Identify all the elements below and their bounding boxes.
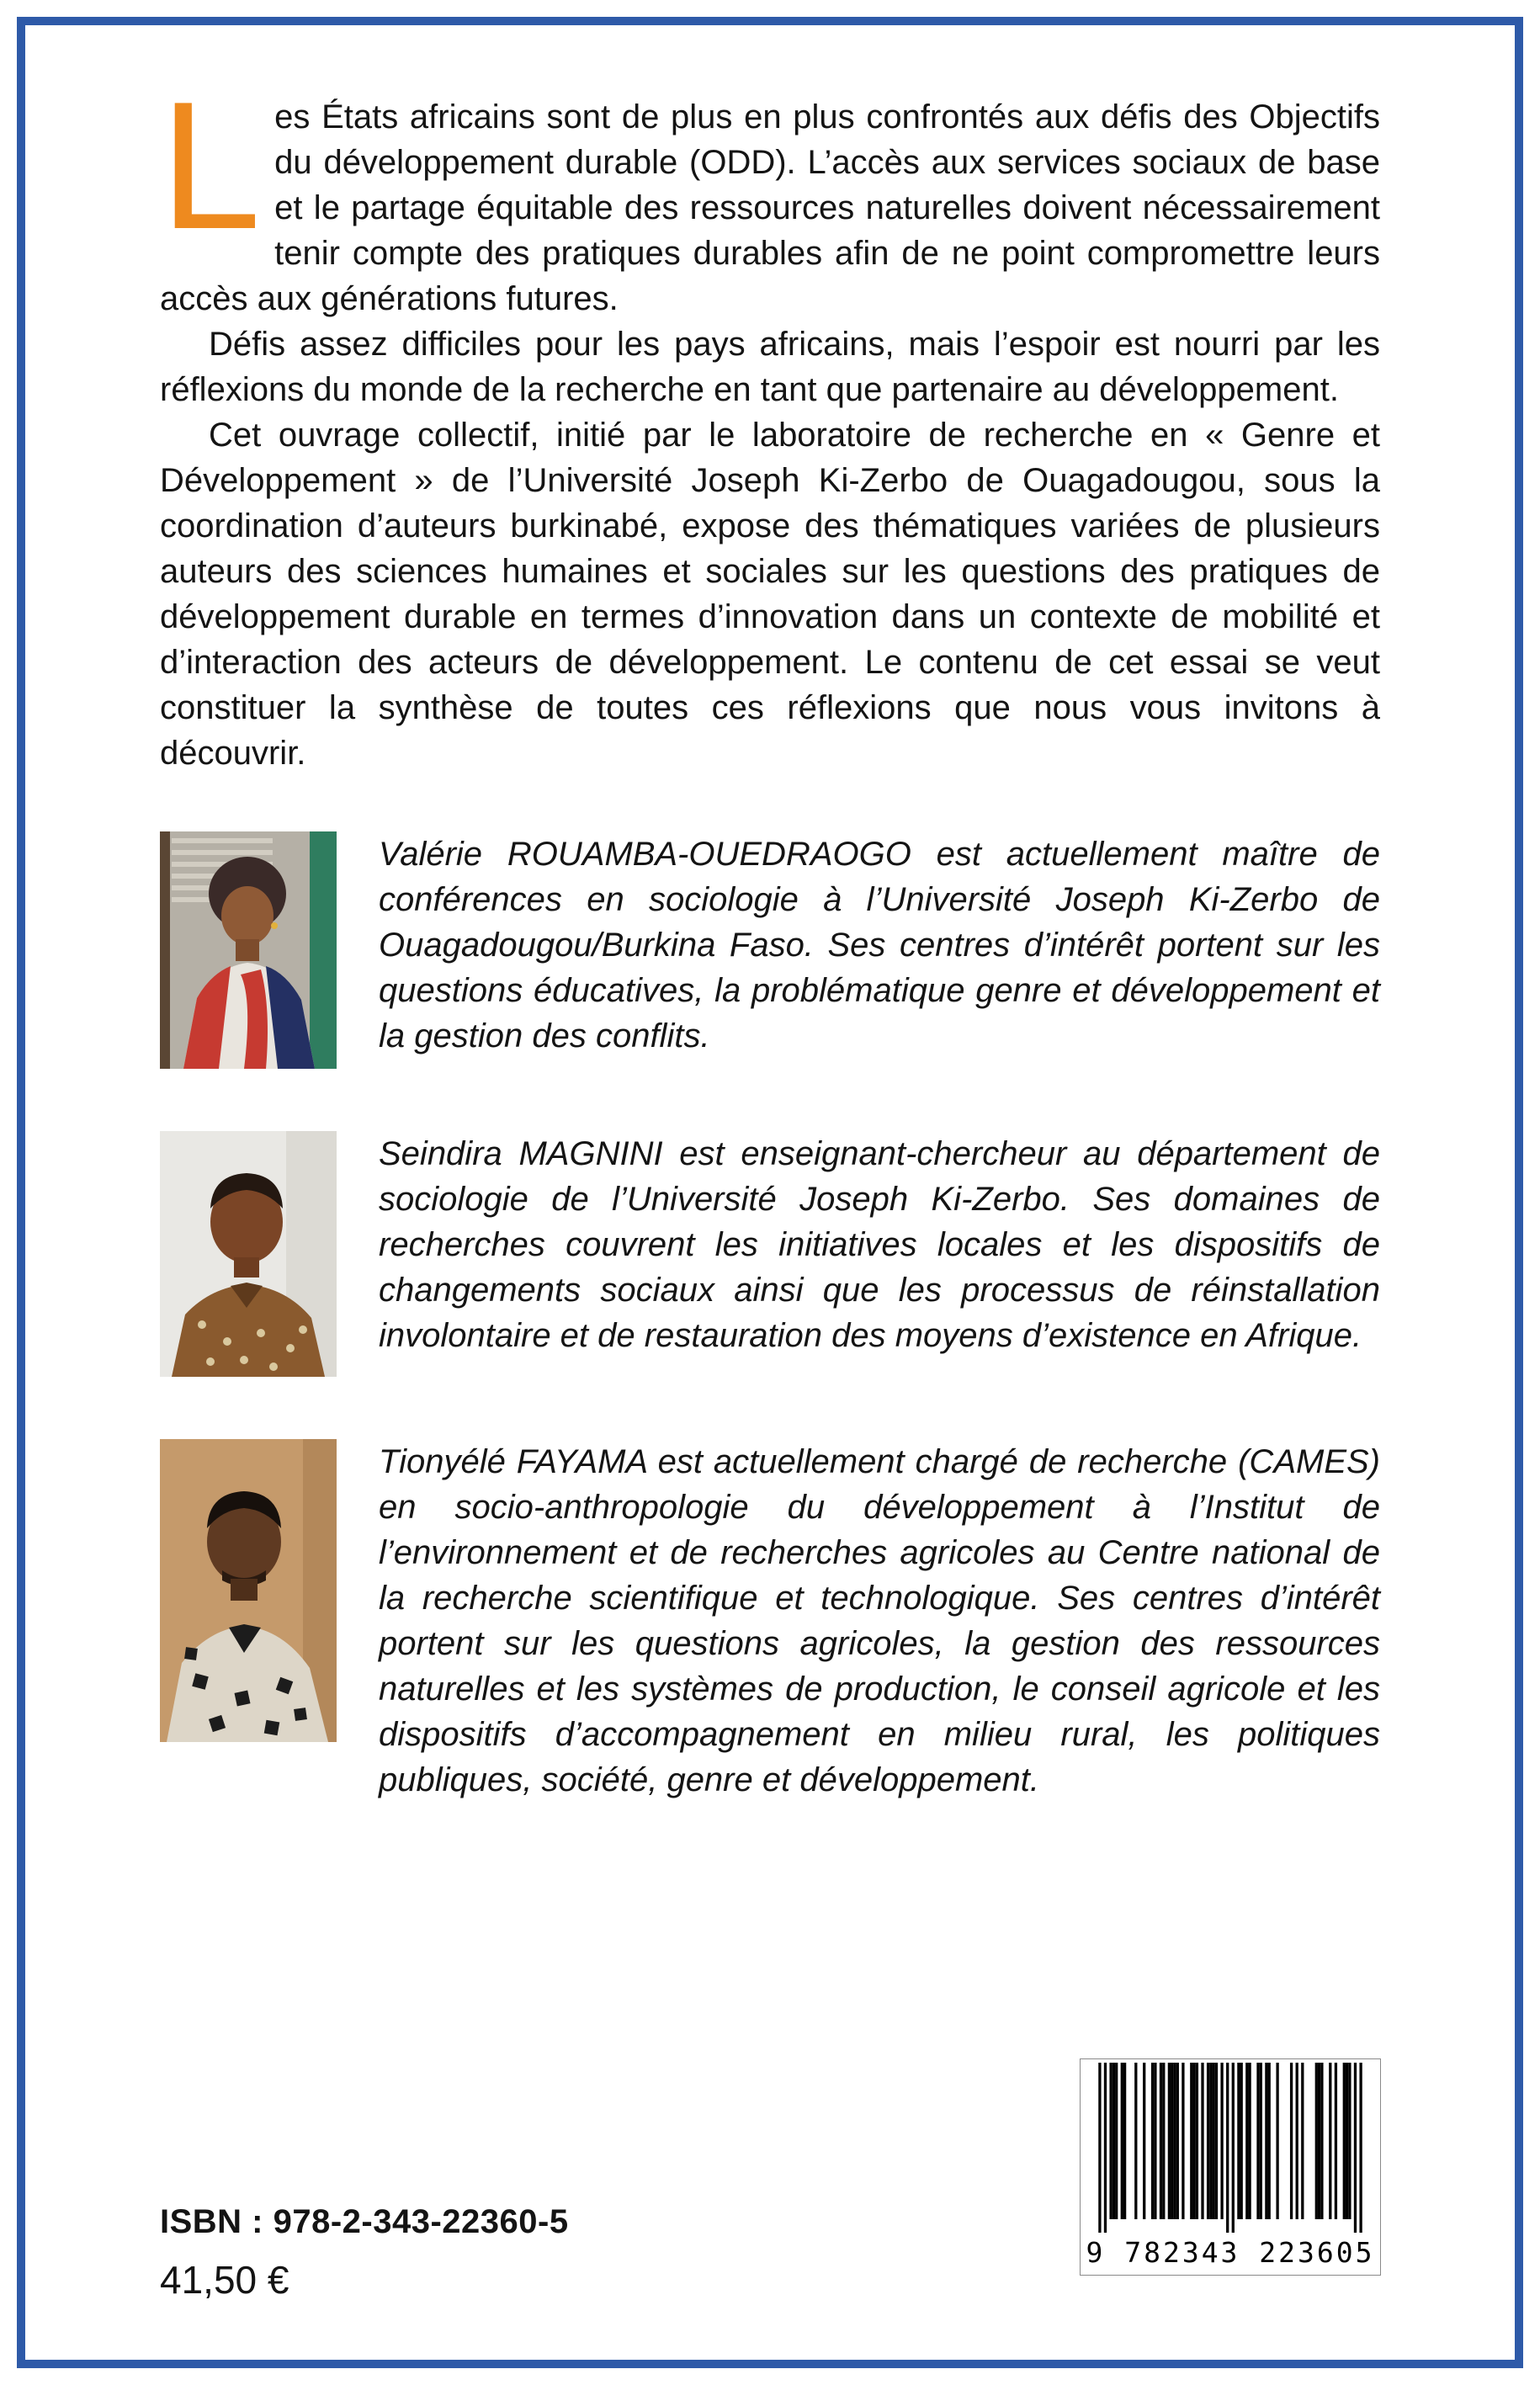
synopsis-paragraph-1 xyxy=(160,63,1380,321)
synopsis-p1-text: es États africains sont de plus en plus confrontés aux défis des Objectifs du développement durable (ODD). L’accès aux services sociaux de base et le partage équitable des ressources naturelles doivent nécessairement tenir compte des pratiques durables afin de ne point compromettre leurs accès aux générations futures. xyxy=(160,98,1380,317)
author-bio-1 xyxy=(160,831,1380,1069)
author-bio-1-text: Valérie ROUAMBA-OUEDRAOGO est actuellement maître de conférences en sociologie à l’Université Joseph Ki-Zerbo de Ouagadougou/Burkina Faso. Ses centres d’intérêt portent sur les questions éducatives, la problématique genre et développement et la gestion des conflits. xyxy=(379,836,1380,1054)
author-photo-tionyele-fayama xyxy=(160,1439,337,1803)
synopsis-block xyxy=(160,63,1380,1803)
author-bio-3 xyxy=(160,1439,1380,1803)
author-bio-2 xyxy=(160,1131,1380,1377)
author-photo-valerie-rouamba xyxy=(160,831,337,1069)
barcode xyxy=(1080,2058,1381,2276)
synopsis-paragraph-3: Cet ouvrage collectif, initié par le laboratoire de recherche en « Genre et Développement » de l’Université Joseph Ki-Zerbo de Ouagadougou, sous la coordination d’auteurs burkinabé, expose des thématiques variées de plusieurs auteurs des sciences humaines et sociales sur les questions des pratiques de développement durable en termes d’innovation dans un contexte de mobilité et d’interaction des acteurs de développement. Le contenu de cet essai se veut constituer la synthèse de toutes ces réflexions que nous vous invitons à découvrir. xyxy=(160,417,1380,772)
synopsis-paragraph-2: Défis assez difficiles pour les pays africains, mais l’espoir est nourri par les réflexions du monde de la recherche en tant que partenaire au développement. xyxy=(160,326,1380,408)
author-bio-3-text: Tionyélé FAYAMA est actuellement chargé de recherche (CAMES) en socio-anthropologie du développement à l’Institut de l’environnement et de recherches agricoles au Centre national de la recherche scientifique et technologique. Ses centres d’intérêt portent sur les questions agricoles, la gestion des ressources naturelles et les systèmes de production, le conseil agricole et les dispositifs d’accompagnement en milieu rural, les politiques publiques, société, genre et développement. xyxy=(379,1443,1380,1798)
author-bios xyxy=(160,831,1380,1803)
isbn-label: ISBN : 978-2-343-22360-5 xyxy=(160,2203,569,2240)
barcode-bars xyxy=(1080,2059,1381,2236)
author-photo-1-graphic xyxy=(160,831,337,1069)
author-photo-seindira-magnini xyxy=(160,1131,337,1377)
price-label: 41,50 € xyxy=(160,2258,289,2302)
author-photo-3-graphic xyxy=(160,1439,337,1742)
author-photo-2-graphic xyxy=(160,1131,337,1377)
dropcap-letter: L xyxy=(160,63,262,267)
barcode-digits: 9 782343 223605 xyxy=(1086,2236,1375,2269)
author-bio-2-text: Seindira MAGNINI est enseignant-chercheur au département de sociologie de l’Université Joseph Ki-Zerbo. Ses domaines de recherches couvrent les initiatives locales et les dispositifs de changements sociaux ainsi que les processus de réinstallation involontaire et de restauration des moyens d’existence en Afrique. xyxy=(379,1135,1380,1354)
